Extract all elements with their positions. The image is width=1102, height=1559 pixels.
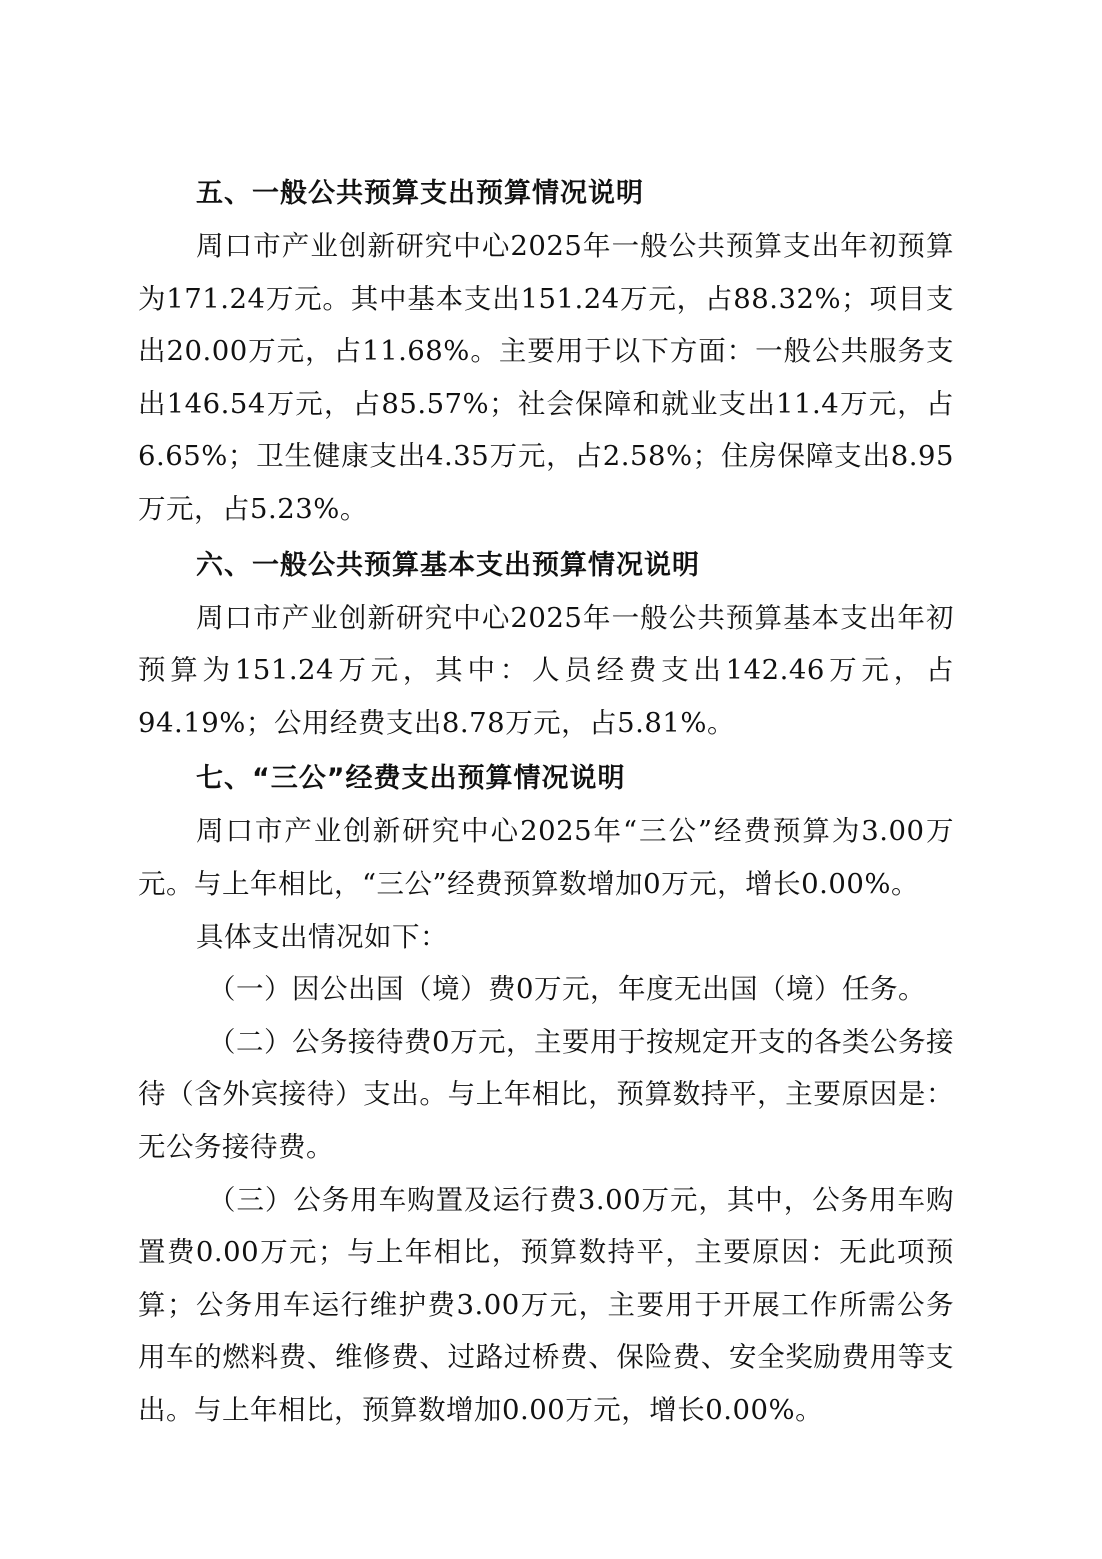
section7-heading: 七、“三公”经费支出预算情况说明 <box>196 763 626 795</box>
section7-item-2: （二）公务接待费0万元，主要用于按规定开支的各类公务接待（含外宾接待）支出。与上年相比，预算数持平，主要原因是：无公务接待费。 <box>138 1025 954 1163</box>
section7-item-1: （一）因公出国（境）费0万元，年度无出国（境）任务。 <box>208 973 926 1006</box>
section6-body: 周口市产业创新研究中心2025年一般公共预算基本支出年初预算为151.24万元，其中：人员经费支出142.46万元，占94.19%；公用经费支出8.78万元，占5.81%。 <box>138 601 954 739</box>
section5-body: 周口市产业创新研究中心2025年一般公共预算支出年初预算为171.24万元。其中基本支出151.24万元，占88.32%；项目支出20.00万元，占11.68%。主要用于以下方面：一般公共服务支出146.54万元，占85.57%；社会保障和就业支出11.4万元，占6.65%；卫生健康支出4.35万元，占2.58%；住房保障支出8.95万元，占5.23%。 <box>138 230 954 525</box>
section7-intro: 具体支出情况如下： <box>196 920 448 953</box>
section6-heading: 六、一般公共预算基本支出预算情况说明 <box>196 549 700 581</box>
document-page <box>138 168 954 1436</box>
section7-body: 周口市产业创新研究中心2025年“三公”经费预算为3.00万元。与上年相比，“三公”经费预算数增加0万元，增长0.00%。 <box>138 815 954 900</box>
section7-item-3: （三）公务用车购置及运行费3.00万元，其中，公务用车购置费0.00万元；与上年相比，预算数持平，主要原因：无此项预算；公务用车运行维护费3.00万元，主要用于开展工作所需公务用车的燃料费、维修费、过路过桥费、保险费、安全奖励费用等支出。与上年相比，预算数增加0.00万元，增长0.00%。 <box>138 1183 954 1426</box>
section5-heading: 五、一般公共预算支出预算情况说明 <box>196 178 644 209</box>
